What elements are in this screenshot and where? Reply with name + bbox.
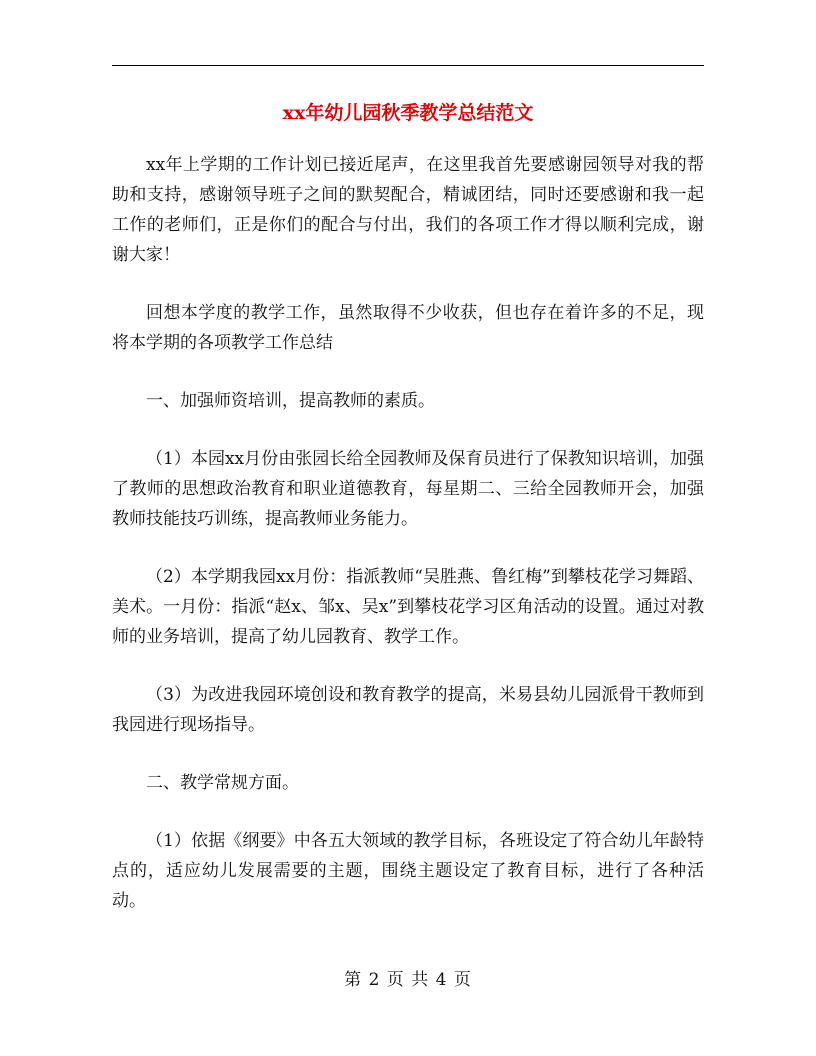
paragraph-item-3: （3）为改进我园环境创设和教育教学的提高，米易县幼儿园派骨干教师到我园进行现场指导。 [112, 685, 704, 735]
paragraph-routine-item-1: （1）依据《纲要》中各五大领域的教学目标，各班设定了符合幼儿年龄特点的，适应幼儿发展需要的主题，围绕主题设定了教育目标，进行了各种活动。 [112, 831, 704, 911]
paragraph-item-2: （2）本学期我园xx月份：指派教师“吴胜燕、鲁红梅”到攀枝花学习舞蹈、美术。一月份：指派“赵x、邹x、吴x”到攀枝花学习区角活动的设置。通过对教师的业务培训，提高了幼儿园教育、教学工作。 [112, 567, 704, 647]
page-number-footer: 第 2 页 共 4 页 [344, 970, 472, 990]
paragraph-intro: xx年上学期的工作计划已接近尾声，在这里我首先要感谢园领导对我的帮助和支持，感谢领导班子之间的默契配合，精诚团结，同时还要感谢和我一起工作的老师们，正是你们的配合与付出，我们的各项工作才得以顺利完成，谢谢大家！ [112, 155, 704, 265]
paragraph-overview: 回想本学度的教学工作，虽然取得不少收获，但也存在着许多的不足，现将本学期的各项教学工作总结 [112, 303, 704, 353]
document-title: xx年幼儿园秋季教学总结范文 [282, 102, 534, 124]
section-heading-teacher-training: 一、加强师资培训，提高教师的素质。 [146, 391, 435, 411]
paragraph-item-1: （1）本园xx月份由张园长给全园教师及保育员进行了保教知识培训，加强了教师的思想政治教育和职业道德教育，每星期二、三给全园教师开会，加强教师技能技巧训练，提高教师业务能力。 [112, 449, 704, 529]
header-rule [112, 65, 704, 66]
section-heading-teaching-routine: 二、教学常规方面。 [146, 773, 299, 793]
document-body [112, 150, 704, 944]
